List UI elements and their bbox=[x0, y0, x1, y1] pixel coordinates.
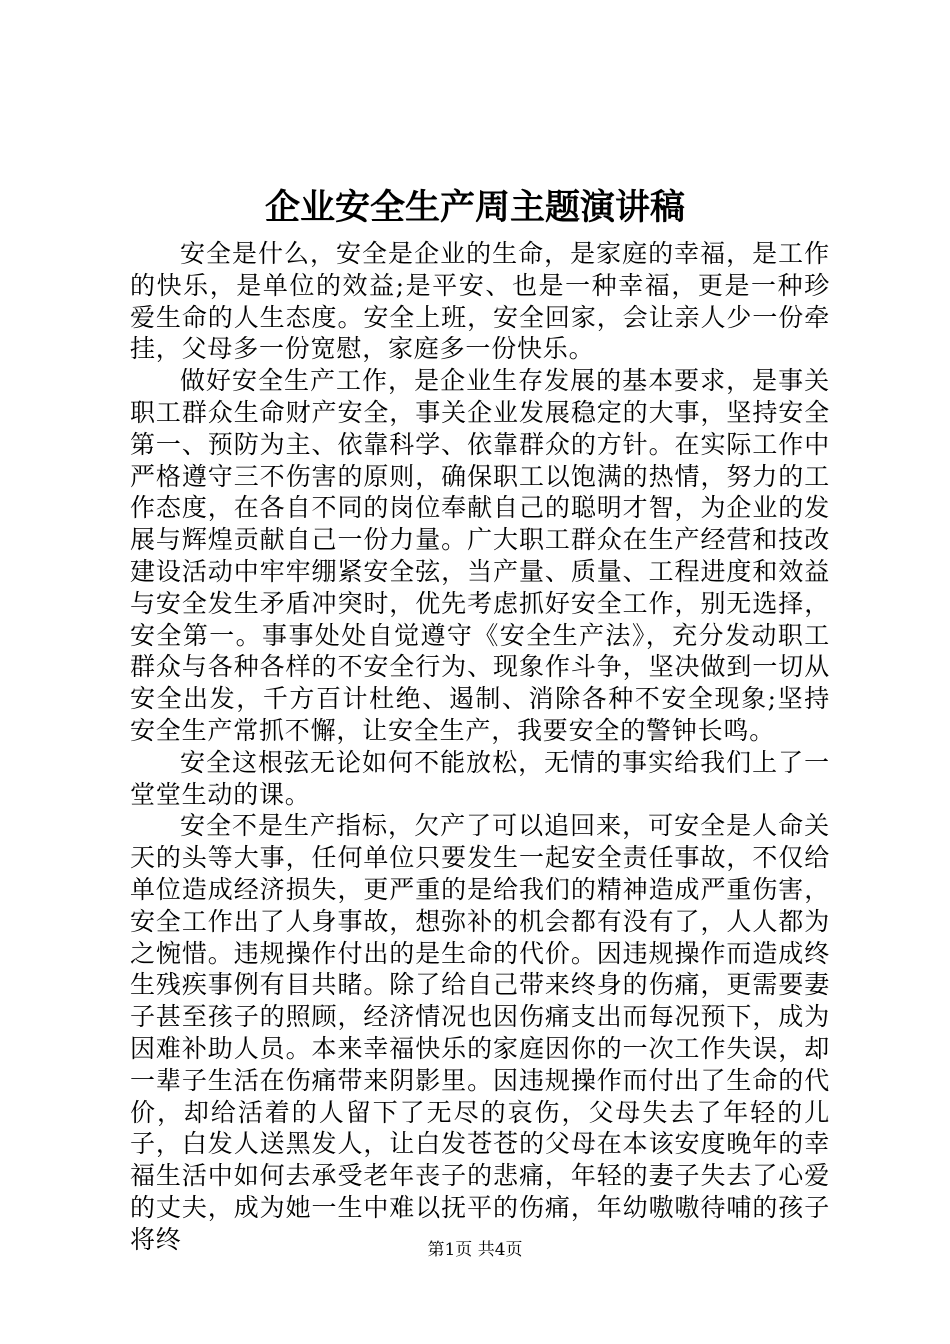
paragraph: 做好安全生产工作，是企业生存发展的基本要求，是事关职工群众生命财产安全，事关企业发展稳定的大事，坚持安全第一、预防为主、依靠科学、依靠群众的方针。在实际工作中严格遵守三不伤害的原则，确保职工以饱满的热情，努力的工作态度，在各自不同的岗位奉献自己的聪明才智，为企业的发展与辉煌贡献自己一份力量。广大职工群众在生产经营和技改建设活动中牢牢绷紧安全弦，当产量、质量、工程进度和效益与安全发生矛盾冲突时，优先考虑抓好安全工作，别无选择，安全第一。事事处处自觉遵守《安全生产法》，充分发动职工群众与各种各样的不安全行为、现象作斗争，坚决做到一切从安全出发，千方百计杜绝、遏制、消除各种不安全现象;坚持安全生产常抓不懈，让安全生产，我要安全的警钟长鸣。 bbox=[130, 366, 830, 745]
paragraph: 安全是什么，安全是企业的生命，是家庭的幸福，是工作的快乐，是单位的效益;是平安、也是一种幸福，更是一种珍爱生命的人生态度。安全上班，安全回家，会让亲人少一份牵挂，父母多一份宽慰，家庭多一份快乐。 bbox=[130, 239, 830, 364]
paragraph: 安全不是生产指标，欠产了可以追回来，可安全是人命关天的头等大事，任何单位只要发生一起安全责任事故，不仅给单位造成经济损失，更严重的是给我们的精神造成严重伤害，安全工作出了人身事故，想弥补的机会都有没有了，人人都为之惋惜。违规操作付出的是生命的代价。因违规操作而造成终生残疾事例有目共睹。除了给自己带来终身的伤痛，更需要妻子甚至孩子的照顾，经济情况也因伤痛支出而每况预下，成为因难补助人员。本来幸福快乐的家庭因你的一次工作失误，却一辈子生活在伤痛带来阴影里。因违规操作而付出了生命的代价，却给活着的人留下了无尽的哀伤，父母失去了年轻的儿子，白发人送黑发人，让白发苍苍的父母在本该安度晚年的幸福生活中如何去承受老年丧子的悲痛，年轻的妻子失去了心爱的丈夫，成为她一生中难以抚平的伤痛，年幼嗷嗷待哺的孩子将终 bbox=[130, 811, 830, 1254]
document-title: 企业安全生产周主题演讲稿 bbox=[264, 187, 685, 228]
document-body bbox=[130, 238, 830, 1256]
paragraph: 安全这根弦无论如何不能放松，无情的事实给我们上了一堂堂生动的课。 bbox=[130, 747, 830, 809]
page-number-footer: 第1页 共4页 bbox=[427, 1240, 523, 1260]
